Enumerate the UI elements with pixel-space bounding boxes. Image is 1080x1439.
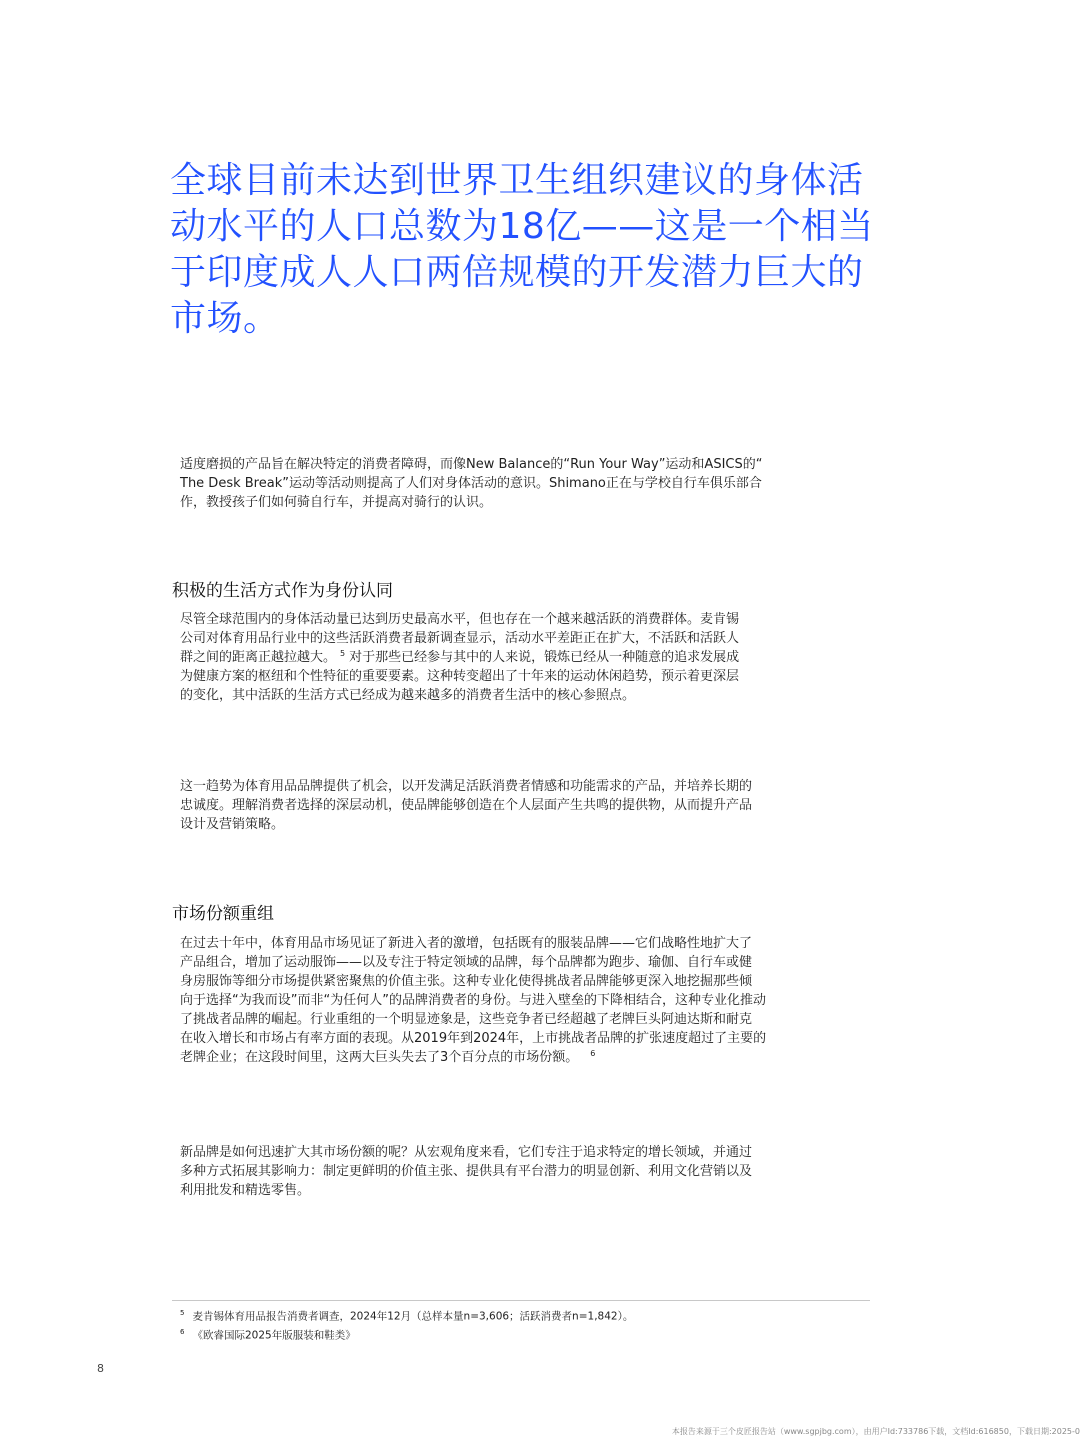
text-line: 新品牌是如何迅速扩大其市场份额的呢？从宏观角度来看，它们专注于追求特定的增长领域，并通过 (180, 1145, 753, 1160)
text-line: 的变化，其中活跃的生活方式已经成为越来越多的消费者生活中的核心参照点。 (180, 688, 636, 703)
text-line: 尽管全球范围内的身体活动量已达到历史最高水平，但也存在一个越来越活跃的消费群体。麦肯锡 (180, 612, 740, 627)
text-line (180, 1048, 880, 1067)
text-line (180, 648, 880, 667)
text-line: 产品组合，增加了运动服饰——以及专注于特定领域的品牌，每个品牌都为跑步、瑜伽、自行车或健 (180, 955, 753, 970)
lifestyle-paragraph-2 (180, 777, 880, 834)
text-line: 为健康方案的枢纽和个性特征的重要要素。这种转变超出了十年来的运动休闲趋势，预示着更深层 (180, 669, 740, 684)
section-heading-market-share: 市场份额重组 (172, 904, 274, 924)
download-source-note: 本报告来源于三个皮匠报告站（www.sgpjbg.com），由用户Id:733786下载，文档Id:616850，下载日期:2025-0 (671, 1427, 1080, 1436)
lifestyle-paragraph-1 (180, 610, 880, 705)
footnote-6 (180, 1325, 880, 1344)
text-line: 适度磨损的产品旨在解决特定的消费者障碍，而像New Balance的“Run Your Way”运动和ASICS的“ (180, 457, 763, 472)
text-line: 公司对体育用品行业中的这些活跃消费者最新调查显示，活动水平差距正在扩大，不活跃和活跃人 (180, 631, 740, 646)
footnote-divider (172, 1300, 870, 1301)
page-number: 8 (97, 1362, 104, 1375)
footnote-5 (180, 1306, 880, 1325)
footnote-text: 麦肯锡体育用品报告消费者调查，2024年12月（总样本量n=3,606；活跃消费者n=1,842）。 (192, 1310, 634, 1323)
text-line: The Desk Break”运动等活动则提高了人们对身体活动的意识。Shimano正在与学校自行车俱乐部合 (180, 476, 762, 491)
text-line: 多种方式拓展其影响力：制定更鲜明的价值主张、提供具有平台潜力的明显创新、利用文化营销以及 (180, 1164, 753, 1179)
text-line: 身房服饰等细分市场提供紧密聚焦的价值主张。这种专业化使得挑战者品牌能够更深入地挖掘那些倾 (180, 974, 753, 989)
text-line: 这一趋势为体育用品品牌提供了机会，以开发满足活跃消费者情感和功能需求的产品，并培养长期的 (180, 779, 753, 794)
text-line: 利用批发和精选零售。 (180, 1183, 311, 1198)
intro-paragraph (180, 455, 880, 512)
market-share-paragraph-1 (180, 934, 880, 1067)
text-line: 向于选择“为我而设”而非“为任何人”的品牌消费者的身份。与进入壁垒的下降相结合，这种专业化推动 (180, 993, 766, 1008)
footnote-ref-6[interactable]: 6 (590, 1048, 596, 1058)
section-heading-lifestyle: 积极的生活方式作为身份认同 (172, 581, 393, 601)
footnotes (180, 1306, 880, 1343)
headline-line: 于印度成人人口两倍规模的开发潜力巨大的 (170, 252, 864, 293)
text-line: 设计及营销策略。 (180, 817, 285, 832)
footnote-ref-5[interactable]: 5 (340, 648, 346, 658)
text-fragment: 对于那些已经参与其中的人来说，锻炼已经从一种随意的追求发展成 (349, 650, 740, 665)
text-fragment: 老牌企业；在这段时间里，这两大巨头失去了3个百分点的市场份额。 (180, 1050, 579, 1065)
text-line: 作，教授孩子们如何骑自行车，并提高对骑行的认识。 (180, 495, 493, 510)
text-line: 在过去十年中，体育用品市场见证了新进入者的激增，包括既有的服装品牌——它们战略性地扩大了 (180, 936, 753, 951)
headline-line: 动水平的人口总数为18亿——这是一个相当 (170, 206, 874, 247)
text-line: 在收入增长和市场占有率方面的表现。从2019年到2024年，上市挑战者品牌的扩张速度超过了主要的 (180, 1031, 767, 1046)
headline-line: 全球目前未达到世界卫生组织建议的身体活 (170, 160, 864, 201)
footnote-number: 6 (180, 1327, 185, 1336)
headline-quote (170, 158, 890, 342)
headline-line: 市场。 (170, 298, 280, 339)
text-line: 忠诚度。理解消费者选择的深层动机，使品牌能够创造在个人层面产生共鸣的提供物，从而提升产品 (180, 798, 753, 813)
text-line: 了挑战者品牌的崛起。行业重组的一个明显迹象是，这些竞争者已经超越了老牌巨头阿迪达斯和耐克 (180, 1012, 753, 1027)
footnote-text: 《欧睿国际2025年版服装和鞋类》 (192, 1329, 356, 1341)
text-fragment: 群之间的距离正越拉越大。 (180, 650, 337, 665)
footnote-number: 5 (180, 1309, 185, 1317)
market-share-paragraph-2 (180, 1143, 880, 1200)
